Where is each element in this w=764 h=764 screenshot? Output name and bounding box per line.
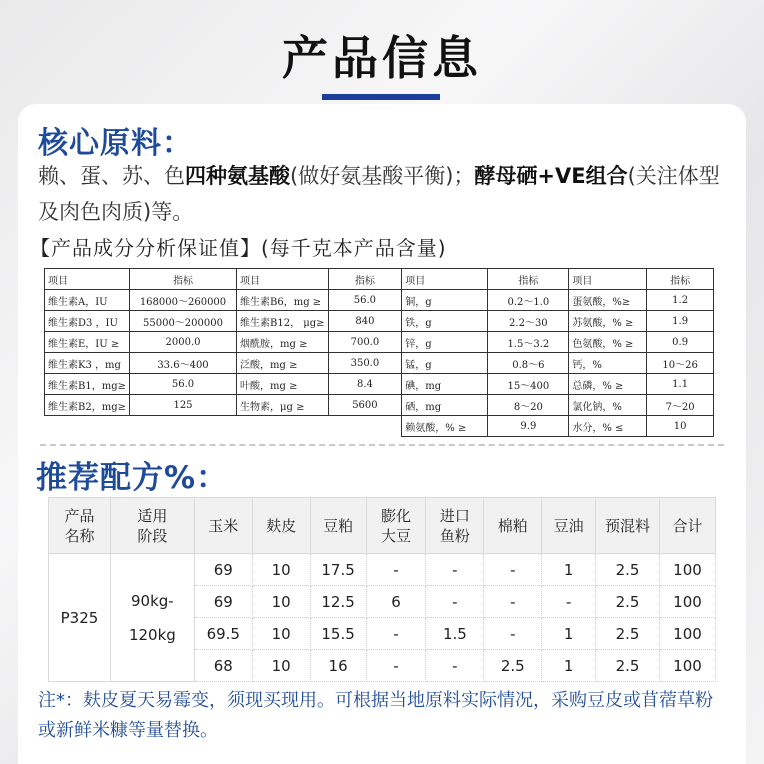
analysis-header-cell: 项目 xyxy=(402,269,488,290)
analysis-cell: 总磷，% ≥ xyxy=(569,374,647,395)
formula-cell: 2.5 xyxy=(596,618,660,650)
formula-cell: - xyxy=(484,618,542,650)
header-cottonmeal: 棉粕 xyxy=(484,498,542,554)
formula-cell: 12.5 xyxy=(310,586,366,618)
analysis-cell: 0.2～1.0 xyxy=(488,290,569,311)
analysis-cell: 钙，% xyxy=(569,353,647,374)
analysis-cell: 硒，mg xyxy=(402,395,488,416)
header-total: 合计 xyxy=(659,498,715,554)
analysis-cell: 8～20 xyxy=(488,395,569,416)
header-soyoil: 豆油 xyxy=(542,498,596,554)
formula-cell: 1.5 xyxy=(426,618,484,650)
analysis-cell: 1.2 xyxy=(647,290,714,311)
analysis-cell: 泛酸，mg ≥ xyxy=(237,353,329,374)
analysis-cell: 1.5～3.2 xyxy=(488,332,569,353)
analysis-cell: 水分，% ≤ xyxy=(569,416,647,437)
analysis-cell: 维生素B12， μg≥ xyxy=(237,311,329,332)
footnote: 注*：麸皮夏天易霉变，须现买现用。可根据当地原料实际情况，采购豆皮或苜蓿草粉或新鲜米糠等量替换。 xyxy=(38,690,713,741)
analysis-row xyxy=(45,395,714,416)
core-bold-1: 四种氨基酸 xyxy=(185,164,290,188)
formula-cell: 2.5 xyxy=(596,586,660,618)
formula-cell: 69 xyxy=(194,554,252,586)
analysis-header-cell: 项目 xyxy=(45,269,130,290)
analysis-blank-cell xyxy=(328,416,402,437)
formula-cell: 1 xyxy=(542,650,596,682)
formula-heading: 推荐配方%： xyxy=(36,460,229,496)
formula-cell: - xyxy=(426,650,484,682)
analysis-cell: 56.0 xyxy=(129,374,236,395)
formula-cell: - xyxy=(366,650,426,682)
formula-cell: - xyxy=(366,618,426,650)
analysis-row xyxy=(45,290,714,311)
analysis-blank-cell xyxy=(45,416,130,437)
analysis-cell: 55000～200000 xyxy=(129,311,236,332)
formula-cell: 100 xyxy=(659,650,715,682)
formula-cell: 69 xyxy=(194,586,252,618)
formula-header-row xyxy=(49,498,716,554)
analysis-cell: 33.6～400 xyxy=(129,353,236,374)
analysis-cell: 蛋氨酸，%≥ xyxy=(569,290,647,311)
analysis-cell: 0.9 xyxy=(647,332,714,353)
formula-cell: - xyxy=(366,554,426,586)
formula-cell: 17.5 xyxy=(310,554,366,586)
analysis-cell: 色氨酸，% ≥ xyxy=(569,332,647,353)
analysis-cell: 2000.0 xyxy=(129,332,236,353)
formula-cell: - xyxy=(484,586,542,618)
formula-cell: 2.5 xyxy=(484,650,542,682)
analysis-cell: 10～26 xyxy=(647,353,714,374)
analysis-cell: 锌，g xyxy=(402,332,488,353)
analysis-cell: 维生素B1，mg≥ xyxy=(45,374,130,395)
analysis-cell: 赖氨酸，% ≥ xyxy=(402,416,488,437)
page-title: 产品信息 xyxy=(282,31,482,85)
analysis-cell: 840 xyxy=(328,311,402,332)
analysis-row xyxy=(45,353,714,374)
header-bran: 麸皮 xyxy=(252,498,310,554)
analysis-header-cell: 项目 xyxy=(569,269,647,290)
header-extruded-soy: 膨化 大豆 xyxy=(366,498,426,554)
core-text-3: (关注体型及肉色肉质)等。 xyxy=(38,164,720,224)
formula-cell: 2.5 xyxy=(596,650,660,682)
analysis-cell: 2.2～30 xyxy=(488,311,569,332)
analysis-cell: 锰，g xyxy=(402,353,488,374)
analysis-cell: 350.0 xyxy=(328,353,402,374)
analysis-cell: 9.9 xyxy=(488,416,569,437)
formula-cell: 10 xyxy=(252,554,310,586)
analysis-row xyxy=(45,374,714,395)
formula-cell: - xyxy=(426,554,484,586)
formula-cell: 10 xyxy=(252,650,310,682)
formula-table xyxy=(48,497,716,682)
header-soymeal: 豆粕 xyxy=(310,498,366,554)
formula-cell: - xyxy=(426,586,484,618)
analysis-title: 【产品成分分析保证值】(每千克本产品含量) xyxy=(30,236,447,260)
analysis-cell: 维生素A，IU xyxy=(45,290,130,311)
core-text-2: (做好氨基酸平衡)； xyxy=(290,164,475,188)
header-stage: 适用 阶段 xyxy=(110,498,194,554)
product-name-cell: P325 xyxy=(49,554,111,682)
analysis-cell: 铜，g xyxy=(402,290,488,311)
formula-cell: 10 xyxy=(252,618,310,650)
analysis-cell: 10 xyxy=(647,416,714,437)
formula-row xyxy=(49,554,716,586)
formula-cell: 69.5 xyxy=(194,618,252,650)
analysis-cell: 苏氨酸，% ≥ xyxy=(569,311,647,332)
analysis-cell: 15～400 xyxy=(488,374,569,395)
formula-cell: 6 xyxy=(366,586,426,618)
analysis-header-cell: 项目 xyxy=(237,269,329,290)
formula-cell: 1 xyxy=(542,554,596,586)
analysis-header-cell: 指标 xyxy=(488,269,569,290)
analysis-cell: 生物素，μg ≥ xyxy=(237,395,329,416)
analysis-header-row xyxy=(45,269,714,290)
analysis-cell: 125 xyxy=(129,395,236,416)
core-heading: 核心原料： xyxy=(38,126,193,161)
analysis-cell: 维生素E，IU ≥ xyxy=(45,332,130,353)
stage-cell: 90kg- 120kg xyxy=(110,554,194,682)
formula-cell: 100 xyxy=(659,586,715,618)
analysis-cell: 8.4 xyxy=(328,374,402,395)
analysis-cell: 烟酰胺，mg ≥ xyxy=(237,332,329,353)
header-fishmeal: 进口 鱼粉 xyxy=(426,498,484,554)
core-description xyxy=(38,158,728,230)
analysis-cell: 维生素D3 ，IU xyxy=(45,311,130,332)
analysis-row xyxy=(45,416,714,437)
formula-cell: 100 xyxy=(659,554,715,586)
header-premix: 预混料 xyxy=(596,498,660,554)
formula-cell: 16 xyxy=(310,650,366,682)
analysis-cell: 1.9 xyxy=(647,311,714,332)
formula-cell: 10 xyxy=(252,586,310,618)
analysis-cell: 铁，g xyxy=(402,311,488,332)
analysis-cell: 维生素K3 ，mg xyxy=(45,353,130,374)
header-product: 产品 名称 xyxy=(49,498,111,554)
formula-cell: 100 xyxy=(659,618,715,650)
analysis-row xyxy=(45,332,714,353)
analysis-cell: 700.0 xyxy=(328,332,402,353)
analysis-blank-cell xyxy=(129,416,236,437)
analysis-cell: 维生素B2，mg≥ xyxy=(45,395,130,416)
analysis-cell: 56.0 xyxy=(328,290,402,311)
formula-cell: 68 xyxy=(194,650,252,682)
analysis-cell: 氯化钠，% xyxy=(569,395,647,416)
analysis-cell: 7～20 xyxy=(647,395,714,416)
analysis-cell: 叶酸，mg ≥ xyxy=(237,374,329,395)
analysis-blank-cell xyxy=(237,416,329,437)
analysis-header-cell: 指标 xyxy=(129,269,236,290)
analysis-row xyxy=(45,311,714,332)
formula-cell: 1 xyxy=(542,618,596,650)
analysis-cell: 5600 xyxy=(328,395,402,416)
title-underline xyxy=(322,94,440,100)
analysis-cell: 维生素B6，mg ≥ xyxy=(237,290,329,311)
formula-cell: - xyxy=(542,586,596,618)
analysis-cell: 碘，mg xyxy=(402,374,488,395)
section-divider xyxy=(40,444,724,446)
core-bold-2: 酵母硒+VE组合 xyxy=(474,164,628,188)
formula-cell: - xyxy=(484,554,542,586)
formula-cell: 2.5 xyxy=(596,554,660,586)
analysis-cell: 0.8～6 xyxy=(488,353,569,374)
formula-cell: 15.5 xyxy=(310,618,366,650)
analysis-table xyxy=(44,268,714,437)
core-text-1: 赖、蛋、苏、色 xyxy=(38,164,185,188)
analysis-cell: 168000～260000 xyxy=(129,290,236,311)
analysis-cell: 1.1 xyxy=(647,374,714,395)
header-corn: 玉米 xyxy=(194,498,252,554)
analysis-header-cell: 指标 xyxy=(647,269,714,290)
analysis-header-cell: 指标 xyxy=(328,269,402,290)
